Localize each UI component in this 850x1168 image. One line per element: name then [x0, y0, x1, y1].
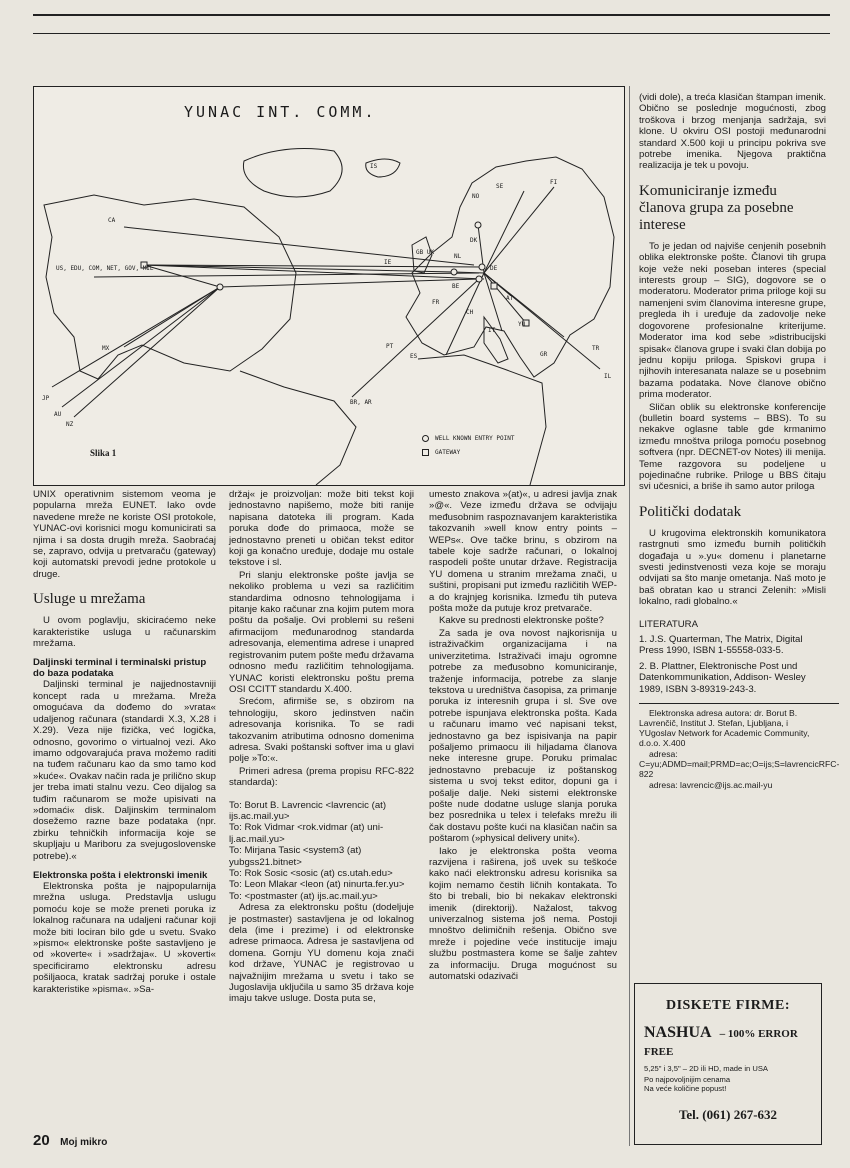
col4-p3: Sličan oblik su elektronske konferencije (bulletin board systems – BBS). To su nekakve oglasne table gde krmanimo između mnoštva priloga pomoću posebnog softvera (npr. DECNET-ov Notes) ili menija. Teme razgovora su podeljene u pojedinačne rubrike. Priloge u BBS čitaju svi učesnici, a briše ih samo autor priloga: [639, 401, 826, 493]
author-address-x400: adresa: C=yu;ADMD=mail;PRMD=ac;O=ijs;S=lavrencicRFC-822: [639, 749, 840, 780]
col1-intro: UNIX operativnim sistemom veoma je popularna mreža EUNET. Iako ovde navedene mreže ne koriste OSI protokole, YUNAC-ovi korisnici mogu komunicirati sa njima i sa dosta drugih mreža. Saobraćaj se, zapravo, odvija u pretvaraču (gateway) koji automatski prevodi jedne protokole u druge.: [33, 489, 216, 580]
label-yu: YU: [518, 321, 526, 328]
heading-elektronska-posta: Elektronska pošta i elektronski imenik: [33, 869, 208, 881]
ad-specs: 5,25" i 3,5" – 2D ili HD, made in USA: [644, 1064, 768, 1073]
ad-promo-1: Po najpovoljnijim cenama: [644, 1075, 731, 1084]
label-jp: JP: [42, 395, 50, 402]
address-example: To: Leon Mlakar <leon (at) ninurta.fer.yu>: [229, 879, 405, 891]
label-fi: FI: [550, 179, 558, 186]
label-br: BR, AR: [350, 399, 372, 406]
label-dk: DK: [470, 237, 478, 244]
greenland-outline: [243, 149, 342, 197]
connection-lines: [52, 187, 600, 417]
top-rule-thin: [33, 33, 830, 34]
label-is: IS: [370, 163, 378, 170]
figure-title: YUNAC INT. COMM.: [184, 103, 377, 121]
heading-politicki-dodatak: Politički dodatak: [639, 503, 742, 520]
ad-brand: NASHUA – 100% ERROR: [644, 1024, 798, 1041]
col3-p4: Iako je elektronska pošta veoma razvijena i raširena, još uvek su teškoće kako naći elektronsku adresu korisnika sa kojim nemamo čestih ličnih kontakata. To što bi trebali, bio bi nekakav elektronski imenik (direktorij). Nažalost, takvog univerzalnog sistema još nema. Postoji mnoštvo delimičnih rešenja. Obično sve mreže i pojedine veće institucije imaju službu postmastera kome se šalje zahtev za informaciju. Druga mogućnost su automatski odazivači: [429, 845, 617, 983]
magazine-name: Moj mikro: [60, 1137, 108, 1148]
network-map-figure: [33, 86, 625, 486]
page-footer: [33, 1132, 107, 1150]
label-it: IT: [488, 327, 496, 334]
north-america-outline: [44, 195, 296, 379]
top-rule: [33, 14, 830, 16]
label-be: BE: [452, 283, 460, 290]
author-note: Elektronska adresa autora: dr. Borut B. Lavrenčič, Institut J. Stefan, Ljubljana, i YUgoslav Network for Academic Community, d.o.o. X.400: [639, 708, 810, 749]
south-america-outline: [240, 371, 356, 485]
col4-p2: To je jedan od najviše cenjenih posebnih oblika elektronske pošte. Članovi tih grupa koje veže neki poseban interes (special interests group – SIG), dogovore se o moderatoru. Moderator prima priloge koji su namenjeni svim članovima interesne grupe, pregleda ih i uređuje da zadovolje neke dogovorene profesionalne kriterijume. Moderator ima kod sebe »distribucijski spisak« članova grupe i svaki član dobija po jednu kopiju priloga. Spiskovi grupa i njihovih interesanata nalaze se u posebnim bazama podataka. Nove članove obično prima moderator.: [639, 240, 826, 401]
literature-title: LITERATURA: [639, 618, 698, 630]
legend-gateway: GATEWAY: [422, 449, 460, 456]
square-marker-icon: [422, 449, 429, 456]
label-il: IL: [604, 373, 612, 380]
label-ca: CA: [108, 217, 116, 224]
col4-p1: (vidi dole), a treća klasičan štampan imenik. Obično se poslednje mogućnosti, zbog troškova i brzog menjanja sadržaja, svi klone. U okviru OSI postoji međunarodni standard X.500 koji u principu pokriva sve potrebe imenika. Njegova praktična realizacija je tek u povoju.: [639, 92, 826, 172]
label-nl: NL: [454, 253, 462, 260]
label-mx: MX: [102, 345, 110, 352]
col2-p5: Adresa za elektronsku poštu (dodeljuje je postmaster) sastavljena je od lokalnog dela (ime i prezime) i od elektronske adrese primaoca. Adresa je sastavljena od domena. Gornju YU domenu koja znači kod države, YUNAC je registrovao u najvažnijim mrežama u svetu i tako se Jugoslavija uključila u samo 35 država koje imaju takve usluge. Dosta puta se,: [229, 902, 414, 1005]
label-gb: GB UK: [416, 249, 435, 256]
label-es: ES: [410, 353, 418, 360]
label-us: US, EDU, COM, NET, GOV, MIL: [56, 265, 154, 272]
label-pt: PT: [386, 343, 394, 350]
label-gr: GR: [540, 351, 548, 358]
figure-caption: Slika 1: [90, 448, 117, 458]
heading-daljinski-terminal: Daljinski terminal i terminalski pristup do baza podataka: [33, 657, 207, 680]
label-fr: FR: [432, 299, 440, 306]
label-se: SE: [496, 183, 504, 190]
address-example: To: Rok Sosic <sosic (at) cs.utah.edu>: [229, 868, 393, 879]
label-au: AU: [54, 411, 62, 418]
col2-p4: Primeri adresa (prema propisu RFC-822 standarda):: [229, 765, 414, 789]
author-address-rfc822: adresa: lavrencic@ijs.ac.mail-yu: [649, 780, 773, 791]
heading-usluge: Usluge u mrežama: [33, 591, 146, 608]
address-example: To: Borut B. Lavrencic <lavrencic (at) ijs.ac.mail.yu>: [229, 799, 387, 822]
ad-free: FREE: [644, 1046, 674, 1058]
label-at: AT: [506, 295, 514, 302]
ad-promo-2: Na veće količine popust!: [644, 1084, 727, 1093]
col1-usluge-text: U ovom poglavlju, skiciraćemo neke karakteristike usluga u računarskim mrežama.: [33, 615, 216, 650]
col3-p2: Kakve su prednosti elektronske pošte?: [439, 615, 604, 627]
col2-p2: Pri slanju elektronske pošte javlja se nekoliko problema u vezi sa različitim standardima odnosno tehnologijama i pitanje kako računar zna kojim putem mora poštu da pošalje. Ovi problemi su rešeni afirmacijom međunarodnog standarda adresovanja, elementima adrese i unapred registrovanim putem pošte među državama odnosno među različitim tehnologijama. YUNAC koristi elektronsku poštu prema OSI CCITT standardu X.400.: [229, 569, 414, 695]
address-example: To: <postmaster (at) ijs.ac.mail.yu>: [229, 890, 378, 902]
ad-title: DISKETE FIRME:: [665, 998, 791, 1013]
col1-posta-text: Elektronska pošta je najpopularnija mrežna usluga. Predstavlja uslugu pomoću koje se može preneti poruka iz lokalnog računara na udaljeni računar koji može biti lociran bilo gde u svetu. Svako »pismo« elektronske pošte sastavljeno je od »koverte« i »sadržaja«. U »koverti« specificiramo elektronsku adresu pošiljaoca, kratak sadržaj poruke i ostale karakteristike »pisma«. »Sa-: [33, 880, 216, 995]
col2-p3: Srećom, afirmiše se, s obzirom na tehnologiju, skoro jedinstven način adresovanja korisnika. To se radi takozvanim atributima odnosno domenima adresa. Svaki poštanski softver ima u glavi polje »To:«.: [229, 696, 414, 765]
label-tr: TR: [592, 345, 600, 352]
right-column-rule: [629, 86, 630, 1146]
author-divider: [639, 703, 839, 704]
column-1: [33, 489, 216, 996]
col3-p1: umesto znakova »(at)«, u adresi javlja znak »@«. Veze između država se odvijaju međusobnim raspoznavanjem karakteristika takozvanih »well know entry points – WEPs«. Ove tačke brinu, s obzirom na tabele koje sadrže računari, o lokalnoj raspodeli pošte unutar države. Registracija YU domena u stranim mrežama znači, u suštini, propisani put između različitih WEP-a do krajnjeg korisnika. Između tih puteva pošta može da putuje kroz pretvarače.: [429, 489, 617, 615]
reference-2: 2. B. Plattner, Elektronische Post und Datenkommunikation, Addison- Wesley 1989, ISBN 3-89319-243-3.: [639, 660, 806, 695]
label-ie: IE: [384, 259, 392, 266]
col4-p4: U krugovima elektronskih komunikatora rastrgnuti smo između burnih političkih događaja u ».yu« domenu i planetarne svesti jedinstvenosti veza koje se moraju odvijati sa što manje ometanja. Naš moto je baš obratan kao u stranci Zelenih: »Misli lokalno, radi globalno.«: [639, 527, 826, 608]
address-example: To: Rok Vidmar <rok.vidmar (at) uni-lj.ac.mail.yu>: [229, 822, 384, 845]
label-nz: NZ: [66, 421, 74, 428]
circle-marker-icon: [422, 435, 429, 442]
label-ch: CH: [466, 309, 474, 316]
col2-p1: držaj« je proizvoljan: može biti tekst koji jednostavno napišemo, može biti ranije napisana datoteka ili program. Kada poruka dođe do primaoca, može se jednostavno preneti u običan tekst editor koji ga konačno uređuje, dodaje mu ostale tekstove i sl.: [229, 489, 414, 569]
label-no: NO: [472, 193, 480, 200]
africa-outline: [418, 355, 546, 485]
world-map: [34, 87, 624, 485]
reference-1: 1. J.S. Quarterman, The Matrix, Digital Press 1990, ISBN 1-55558-033-5.: [639, 634, 803, 657]
italy-outline: [484, 317, 508, 363]
column-2: [229, 489, 414, 1006]
legend-entry-point: WELL KNOWN ENTRY POINT: [422, 435, 514, 442]
col1-terminal-text: Daljinski terminal je najjednostavniji koncept rada u mrežama. Mreža omogućava da dođemo do »vrata« udaljenog računara (standardi X.3, X.28 i X.29). Veza nije fizička, već logička, odnosno, govorimo o virtualnoj vezi. Ako imamo odgovarajuća prava možemo raditi na tuđem računaru kao da smo tamo kod »kuće«. Ovakav način rada je prilično skup jer treba imati stalnu vezu. Ceo dijalog sa tuđim računarom se može upisivati na »domaći« disk. Daljinskim terminalom dosežemo razne baze podataka (npr. zbirku tehničkih informacija koje se skupljaju u Mariboru za svejugoslovenske potrebe).«: [33, 679, 216, 862]
address-example: To: Mirjana Tasic <system3 (at) yubgss21.bitnet>: [229, 845, 362, 868]
diskette-advert: [634, 983, 822, 1145]
heading-komuniciranje: Komuniciranje između članova grupa za posebne interese: [639, 182, 794, 233]
ad-phone: Tel. (061) 267-632: [678, 1107, 778, 1122]
label-de: DE: [490, 265, 498, 272]
column-4: [639, 92, 840, 791]
column-3: [429, 489, 617, 983]
page-number: 20: [33, 1132, 50, 1149]
ad-brand-note: – 100% ERROR: [719, 1028, 798, 1040]
col3-p3: Za sada je ova novost najkorisnija u istraživačkim organizacijama i na univerzitetima. Istraživači imaju ogromne potrebe za međusobno komuniciranje, traženje informacija, potrebe za slanje tekstova u uredništva časopisa, za primanje poruka iz interesnih grupa i sl. Sve ove potrebe ispunjava elektronska pošta. Kada u računaru imamo već napisani tekst, jednostavno ga bez ispisivanja na papir pošaljemo primaocu ili hiljadama članova neke interesne grupe. Poruku primalac jednostavno prebacuje iz poštanskog sistema u svoj tekst editor, dopuni ga i pošalje dalje. Neki sistemi elektronske pošte nude dodatne usluge slanja poruka bez posrednika u telex i telefaks mrežu ili čak dostavu pošte kući na klasičan način sa poštarom (»physical delivery unit«).: [429, 627, 617, 845]
